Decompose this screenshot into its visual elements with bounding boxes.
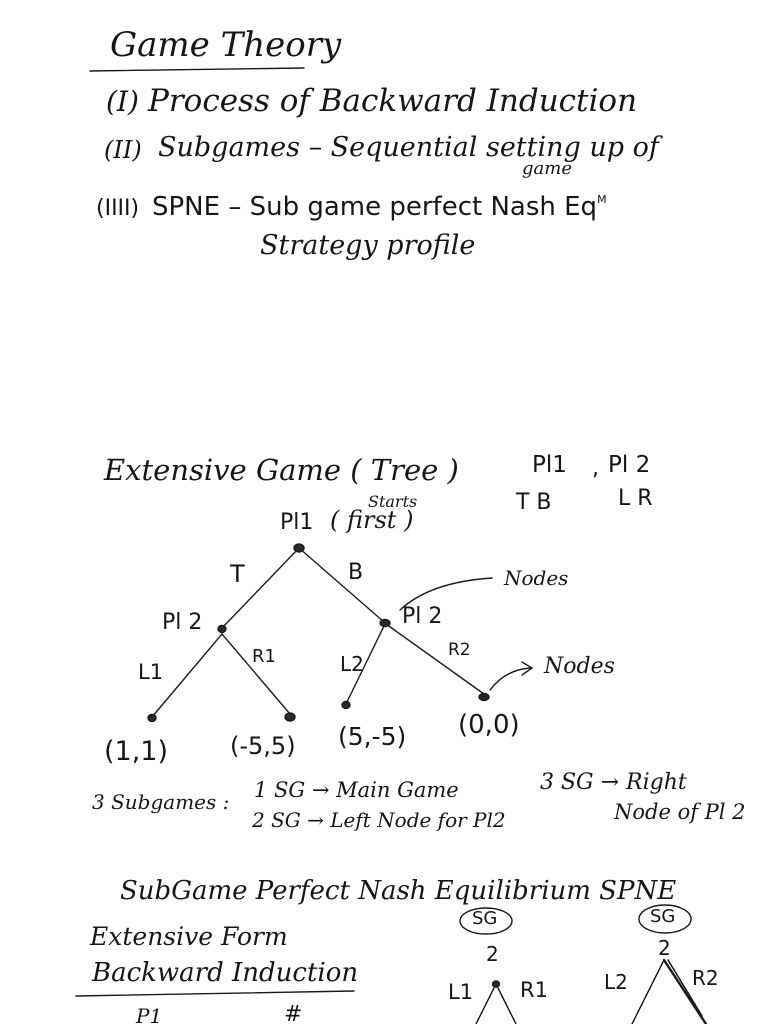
subgame-2: 2 SG → Left Node for Pl2 bbox=[252, 808, 506, 832]
leaf-node-2 bbox=[285, 713, 295, 721]
topic-3-sup: M bbox=[597, 193, 607, 206]
topic-2-cont: game bbox=[522, 158, 572, 179]
subgame-3-a: 3 SG → Right bbox=[540, 770, 687, 795]
sg-right-label: SG bbox=[650, 906, 676, 927]
mini-r1-label: R1 bbox=[520, 978, 548, 1002]
branch-t-label: T bbox=[230, 560, 245, 588]
nodes-label-1: Nodes bbox=[504, 566, 569, 590]
topic-3-cont: Strategy profile bbox=[260, 230, 476, 261]
subgames-label: 3 Subgames : bbox=[92, 790, 230, 814]
payoff-1: (1,1) bbox=[104, 736, 169, 767]
topic-3-label: (IIII) bbox=[96, 196, 140, 221]
payoff-3: (5,-5) bbox=[338, 722, 407, 751]
edge-root-b bbox=[299, 548, 384, 622]
payoff-2: (-5,5) bbox=[230, 732, 296, 760]
branch-b-label: B bbox=[348, 560, 364, 585]
topic-2-text: Subgames – Sequential setting up of bbox=[158, 132, 659, 163]
sg-left-label: SG bbox=[472, 908, 498, 929]
topic-1-text: Process of Backward Induction bbox=[148, 83, 638, 119]
mini-edge-l2 bbox=[632, 960, 664, 1024]
spne-backward-induction: Backward Induction bbox=[92, 958, 359, 988]
edge-l1-label: L1 bbox=[138, 660, 164, 684]
right-node-label: Pl 2 bbox=[402, 604, 443, 629]
nodes-arrow-2 bbox=[490, 668, 530, 690]
right-node bbox=[380, 620, 390, 627]
player-sep: , bbox=[592, 456, 599, 481]
spne-extensive-form: Extensive Form bbox=[90, 922, 288, 951]
mini-l2-label: L2 bbox=[604, 970, 628, 994]
mini-right-player: 2 bbox=[658, 936, 671, 960]
left-node bbox=[218, 626, 226, 633]
mini-left-player: 2 bbox=[486, 942, 499, 966]
nodes-label-2: Nodes bbox=[544, 654, 615, 679]
topic-2-label: (II) bbox=[104, 136, 142, 164]
root-player-label: Pl1 bbox=[280, 510, 314, 535]
leaf-node-1 bbox=[148, 715, 156, 722]
subgame-3-b: Node of Pl 2 bbox=[614, 800, 746, 824]
subgame-1: 1 SG → Main Game bbox=[254, 778, 459, 802]
mini-l1-label: L1 bbox=[448, 980, 474, 1004]
leaf-node-4 bbox=[479, 694, 489, 701]
edge-r2-label: R2 bbox=[448, 640, 471, 660]
extensive-heading: Extensive Game ( Tree ) bbox=[104, 453, 459, 487]
pl1-strategies: T B bbox=[516, 490, 552, 515]
payoff-4: (0,0) bbox=[458, 710, 520, 740]
topic-3-main: SPNE – Sub game perfect Nash Eq bbox=[152, 192, 598, 222]
leaf-node-3 bbox=[342, 702, 350, 709]
pl2-strategies: L R bbox=[618, 486, 653, 511]
bottom-hash: # bbox=[284, 1002, 303, 1027]
mini-node-left bbox=[493, 981, 500, 987]
left-node-label: Pl 2 bbox=[162, 610, 203, 635]
edge-l2-label: L2 bbox=[340, 652, 364, 676]
pl2-header: Pl 2 bbox=[608, 452, 651, 478]
mini-edge-r1 bbox=[496, 984, 516, 1024]
root-player-note: ( first ) bbox=[330, 506, 414, 534]
topic-3-text bbox=[152, 194, 607, 220]
backward-induction-underline bbox=[76, 991, 354, 996]
mini-edge-l1 bbox=[476, 984, 496, 1024]
spne-heading: SubGame Perfect Nash Equilibrium SPNE bbox=[120, 876, 677, 906]
pl1-header: Pl1 bbox=[532, 452, 567, 478]
starts-note: Starts bbox=[368, 492, 418, 511]
topic-1-label: (I) bbox=[106, 85, 139, 118]
root-node bbox=[294, 544, 304, 552]
edge-r1-label: R1 bbox=[252, 646, 276, 667]
page-title: Game Theory bbox=[110, 25, 342, 65]
mini-r2-label: R2 bbox=[692, 966, 719, 990]
bottom-p1-label: P1 bbox=[136, 1004, 163, 1028]
title-underline bbox=[90, 68, 304, 71]
